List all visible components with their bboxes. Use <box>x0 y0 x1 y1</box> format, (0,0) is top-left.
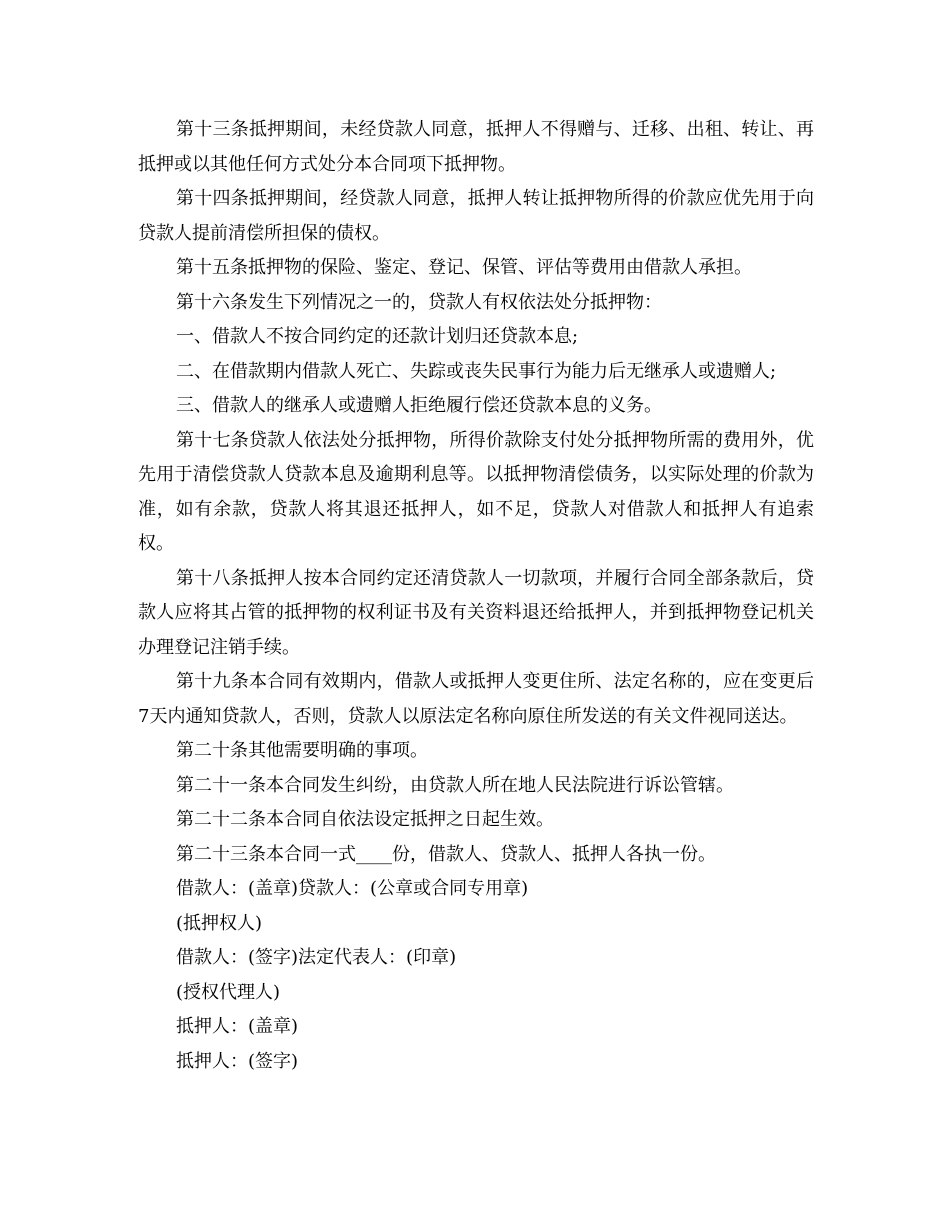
clause-22: 第二十二条本合同自依法设定抵押之日起生效。 <box>176 809 554 830</box>
clause-23: 第二十三条本合同一式____份，借款人、贷款人、抵押人各执一份。 <box>176 843 716 865</box>
signature-agent-note: (授权代理人) <box>176 981 281 1003</box>
signature-mortgagee-note: (抵押权人) <box>176 912 263 934</box>
clause-16-item-2: 二、在借款期内借款人死亡、失踪或丧失民事行为能力后无继承人或遗赠人; <box>176 360 777 382</box>
clause-14: 第十四条抵押期间，经贷款人同意，抵押人转让抵押物所得的价款应优先用于向贷款人提前清偿所担保的债权。 <box>138 188 814 244</box>
signature-borrower-sign: 借款人：(签字)法定代表人：(印章) <box>176 947 457 968</box>
clause-17: 第十七条贷款人依法处分抵押物，所得价款除支付处分抵押物所需的费用外，优先用于清偿贷款人贷款本息及逾期利息等。以抵押物清偿债务，以实际处理的价款为准，如有余款，贷款人将其退还抵押人，如不足，贷款人对借款人和抵押人有追索权。 <box>138 429 814 554</box>
clause-16-item-3: 三、借款人的继承人或遗赠人拒绝履行偿还贷款本息的义务。 <box>176 395 662 416</box>
clause-16-item-1: 一、借款人不按合同约定的还款计划归还贷款本息; <box>176 326 579 347</box>
clause-19: 第十九条本合同有效期内，借款人或抵押人变更住所、法定名称的，应在变更后7天内通知贷款人，否则，贷款人以原法定名称向原住所发送的有关文件视同送达。 <box>138 671 814 727</box>
clause-15: 第十五条抵押物的保险、鉴定、登记、保管、评估等费用由借款人承担。 <box>176 257 752 278</box>
clause-16: 第十六条发生下列情况之一的，贷款人有权依法处分抵押物： <box>176 291 662 313</box>
signature-borrower-seal: 借款人：(盖章)贷款人：(公章或合同专用章) <box>176 878 529 899</box>
clause-13: 第十三条抵押期间，未经贷款人同意，抵押人不得赠与、迁移、出租、转让、再抵押或以其他任何方式处分本合同项下抵押物。 <box>138 119 814 175</box>
contract-body <box>138 113 814 1079</box>
signature-mortgagor-seal: 抵押人：(盖章) <box>176 1016 299 1037</box>
clause-18: 第十八条抵押人按本合同约定还清贷款人一切款项，并履行合同全部条款后，贷款人应将其占管的抵押物的权利证书及有关资料退还给抵押人，并到抵押物登记机关办理登记注销手续。 <box>138 567 814 658</box>
signature-mortgagor-sign: 抵押人：(签字) <box>176 1050 299 1072</box>
clause-21: 第二十一条本合同发生纠纷，由贷款人所在地人民法院进行诉讼管辖。 <box>176 774 734 796</box>
clause-20: 第二十条其他需要明确的事项。 <box>176 740 428 761</box>
